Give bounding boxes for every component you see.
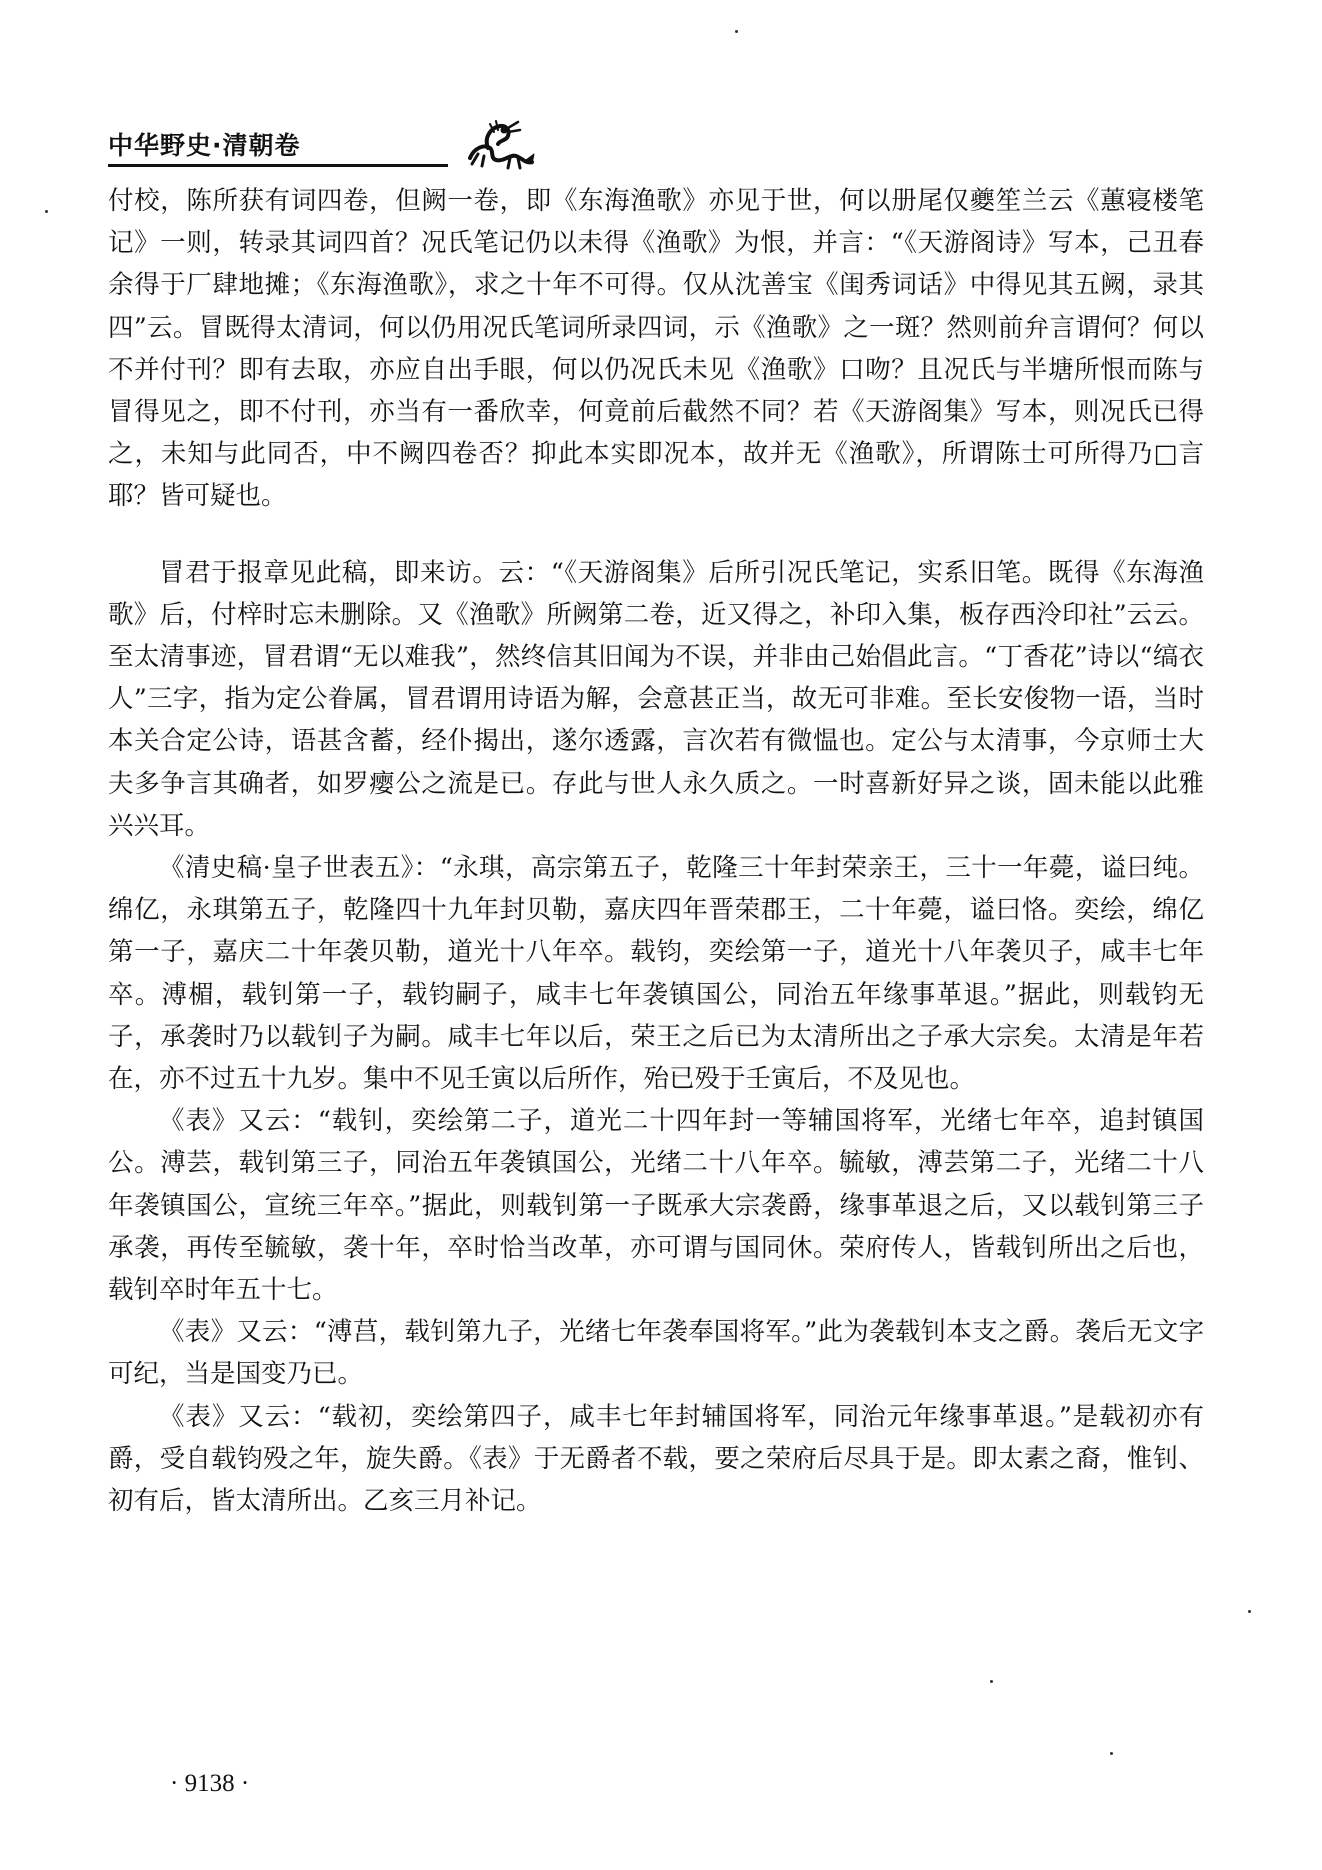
header-rule [108, 164, 448, 167]
paragraph: 《表》又云：“载初，奕绘第四子，咸丰七年封辅国将军，同治元年缘事革退。”是载初亦有爵，受自载钧殁之年，旋失爵。《表》于无爵者不载，要之荣府后尽具于是。即太素之裔，惟钊、初有后，皆太清所出。乙亥三月补记。 [108, 1401, 1204, 1517]
running-header [108, 118, 1208, 168]
scan-speck [1110, 1752, 1113, 1755]
paragraph: 《表》又云：“载钊，奕绘第二子，道光二十四年封一等辅国将军，光绪七年卒，追封镇国公。溥芸，载钊第三子，同治五年袭镇国公，光绪二十八年卒。毓敏，溥芸第二子，光绪二十八年袭镇国公，宣统三年卒。”据此，则载钊第一子既承大宗袭爵，缘事革退之后，又以载钊第三子承袭，再传至毓敏，袭十年，卒时恰当改革，亦可谓与国同休。荣府传人，皆载钊所出之后也，载钊卒时年五十七。 [108, 1106, 1204, 1306]
header-title: 中华野史·清朝卷 [108, 131, 301, 160]
main-text [108, 180, 1204, 1522]
paragraph: 《表》又云：“溥莒，载钊第九子，光绪七年袭奉国将军。”此为袭载钊本支之爵。袭后无文字可纪，当是国变乃已。 [108, 1317, 1204, 1390]
page-number: · 9138 · [170, 1770, 250, 1797]
scan-speck [1248, 1610, 1251, 1613]
scan-speck [45, 210, 48, 213]
scan-speck [735, 30, 738, 33]
dragon-emblem-icon [460, 118, 538, 170]
paragraph: 《清史稿·皇子世表五》：“永琪，高宗第五子，乾隆三十年封荣亲王，三十一年薨，谥曰纯。绵亿，永琪第五子，乾隆四十九年封贝勒，嘉庆四年晋荣郡王，二十年薨，谥曰恪。奕绘，绵亿第一子，嘉庆二十年袭贝勒，道光十八年卒。载钧，奕绘第一子，道光十八年袭贝子，咸丰七年卒。溥楣，载钊第一子，载钧嗣子，咸丰七年袭镇国公，同治五年缘事革退。”据此，则载钧无子，承袭时乃以载钊子为嗣。咸丰七年以后，荣王之后已为太清所出之子承大宗矣。太清是年若在，亦不过五十九岁。集中不见壬寅以后所作，殆已殁于壬寅后，不及见也。 [108, 853, 1204, 1095]
paragraph-continued: 付校，陈所获有词四卷，但阙一卷，即《东海渔歌》亦见于世，何以册尾仅夔笙兰云《蕙寝楼笔记》一则，转录其词四首？况氏笔记仍以未得《渔歌》为恨，并言：“《天游阁诗》写本，己丑春余得于厂肆地摊；《东海渔歌》，求之十年不可得。仅从沈善宝《闺秀词话》中得见其五阙，录其四”云。冒既得太清词，何以仍用况氏笔词所录四词，示《渔歌》之一斑？然则前弁言谓何？何以不并付刊？即有去取，亦应自出手眼，何以仍况氏未见《渔歌》口吻？且况氏与半塘所恨而陈与冒得见之，即不付刊，亦当有一番欣幸，何竟前后截然不同？若《天游阁集》写本，则况氏已得之，未知与此同否，中不阙四卷否？抑此本实即况本，故并无《渔歌》，所谓陈士可所得乃□言耶？皆可疑也。 [108, 186, 1204, 512]
scan-speck [990, 1680, 993, 1683]
paragraph: 冒君于报章见此稿，即来访。云：“《天游阁集》后所引况氏笔记，实系旧笔。既得《东海渔歌》后，付梓时忘未删除。又《渔歌》所阙第二卷，近又得之，补印入集，板存西泠印社”云云。至太清事迹，冒君谓“无以难我”，然终信其旧闻为不误，并非由己始倡此言。“丁香花”诗以“缟衣人”三字，指为定公眷属，冒君谓用诗语为解，会意甚正当，故无可非难。至长安俊物一语，当时本关合定公诗，语甚含蓄，经仆揭出，遂尔透露，言次若有微愠也。定公与太清事，今京师士大夫多争言其确者，如罗瘿公之流是已。存此与世人永久质之。一时喜新好异之谈，固未能以此雅兴兴耳。 [108, 557, 1204, 841]
